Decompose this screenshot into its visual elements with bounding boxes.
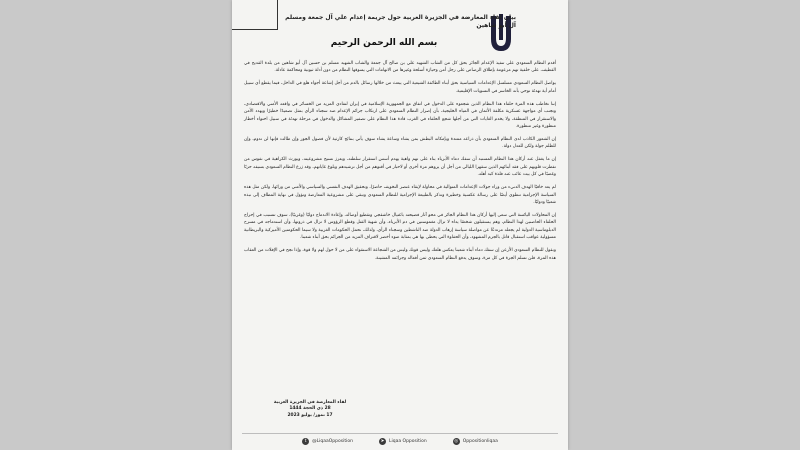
body-paragraph: إننا نخاطب هذه المرة حلفاء هذا النظام الذين شجعوه على الدخول في اتفاق مع الجمهورية الإسلامية في إيران لتفادي المزيد من الخسائر في واقعه الأمني والاقتصادي، وتجنب أي مواجهة عسكرية مكلفة الأثمان في المياه الخليجية، بأن إصرار النظام السعودي على ارتكاب جرائم الإعدام ضد سجناء الرأي بمثل تصعيدًا خطيرًا ويهدد الأمن والاستقرار في المنطقة، ولا يخدم الغايات التي من أجلها شجع الحلفاء في الغرب قادة هذا النظام على تصفير المشاكل والدخول في مرحلة تهدئة في سبيل احتواء أخطار منظورة وغير منظورة. — [244, 101, 556, 130]
signature-gregorian-date: 17 تموز/ يوليو 2023 — [287, 412, 333, 418]
footer-social — [244, 436, 556, 446]
telegram-icon: ➤ — [380, 438, 385, 444]
twitter-icon: t — [302, 438, 309, 445]
body-paragraph: ونقول للنظام السعودي الأرعن إن سفك دماء أبناء شعبنا يعكس هلعك وليس قوتك وليس من الشجاعة الاستقواء على من لا حول لهم ولا قوة، وإذا نجح في الإفلات من العقاب هذه المرة، فلن تسلم الجرة في كل مرة، وسوف يدفع النظام السعودي ثمن أفعاله وجرائمه المشينة. — [244, 248, 556, 261]
footer-telegram — [379, 438, 427, 445]
body-paragraph: يواصل النظام السعودي مسلسل الإعدامات السياسية بحق أبناء الطائفة الشيعية التي يبعث من خلالها رسائل بالدم من أجل إشاعة أجواء هلع في الداخل، فيما يقطع أي سبيل أمام أية تهدئة توحي بأنه الخاسر في التسويات الإقليمية. — [244, 81, 556, 94]
statement-title: بيان لقاء المعارضة في الجزيرة العربية حول جريمة إعدام علي آل جمعة ومسلم آل أبو شاهين — [285, 14, 516, 29]
body-paragraph: أقدم النظام السعودي على تنفيذ الإعدام الجائر بحق كل من الشاب الشهيد علي بن صالح آل جمعة والشاب الشهيد مسلم بن حسين آل أبو شاهين من بلدة القديح في القطيف، على خلفية تهم مزعومة بإطلاق الرصاص على رجل أمن وحيازة أسلحة وغيرها من الاتهامات التي يسوقها النظام من دون أدلة ثبوتية ومحاكمة عادلة. — [244, 61, 556, 74]
signature-block — [250, 400, 370, 419]
header-corner-box — [232, 0, 278, 30]
body-paragraph: إن الشعور الكاذب لدى النظام السعودي بأن ذراعه ممتدة وبإمكانه البطش بمن يشاء وساعة يشاء سوف يأتي بنتائج كارثية لأن فصول الجور وإن طالت فإنها لن تدوم، وإن للظلم جولة ولكن للعدل دولة. — [244, 137, 556, 150]
instagram-handle: Oppositionliqaa — [462, 438, 498, 444]
signature-org: لقاء المعارضة في الجزيرة العربية — [273, 400, 347, 405]
statement-body — [244, 60, 556, 416]
footer-instagram — [453, 438, 498, 445]
document-page — [232, 0, 568, 450]
basmala-heading: بسم الله الرحمن الرحيم — [330, 38, 438, 48]
telegram-handle: Liqaa Opposition — [388, 438, 427, 444]
instagram-icon: ◎ — [454, 438, 459, 444]
twitter-handle: @LiqaaOpposition — [312, 438, 353, 444]
footer-twitter — [302, 438, 353, 445]
body-paragraph: لم يعد خافيًا الهدف الدنيء من وراء جولات الإعدامات المتوالية في محاولة لإبقاء عنصر التخويف حاضرًا، وتحقيق الهدف النفسي والسياسي والأمني من ورائها، ولكن مثل هذه السياسة الإجرامية تنطوي أيضًا على رسالة عكسية وخطيرة وتذكر بالطبيعة الإجرامية للنظام السعودي وتبقي على مشروعية المعارضة وتؤول في نهاية المطاف إلى نبذه شعبيًا ودوليًا. — [244, 185, 556, 206]
body-paragraph: إن المحاولات اليائسة التي سعى إليها أركان هذا النظام الجائر في محو آثار فضيحته باغتيال خاشقجي وتقطيع أوصاله، وإعادة الاندماج دوليًا (وغربيًا)، سوف تتسبب في إحراج الحلفاء الحاضنين لهذا النظام، وهم يستقبلون شخصًا يداه لا تزال مغموستين في دم الأبرياء، وأن شهية القتل وقطع الرؤوس لا تزال في ذروتها، وأن استدماجه في مسرح الدبلوماسية الدولية لم يجعله مرتدعًا عن مواصلة سياسة إرهاب الدولة ضد الناشطين وسجناء الرأي، ولذلك، نحمل الحكومات الغربية ولا سيما الحكومتين الأميركية والبريطانية مسؤولية عواقب استقبال قاتل بالجرم المشهود، وأن الحفاوة التي يحظى بها هي بمثابة ضوء أخضر لاقتراف المزيد من الجرائم بحق أبناء شعبنا. — [244, 213, 556, 241]
footer-divider — [242, 433, 558, 434]
signature-hijri-date: 28 ذي الحجة 1444 — [289, 406, 331, 412]
body-paragraph: إن ما يغفل عنه أركان هذا النظام المستبد أن سفك دماء الأبرياء بناء على تهم واهية يهدم أسس استقرار سلطته، ويعزز نسيج مشروعيته، ويورث الكراهية في نفوس من تفطرت قلوبهم على فقد أبنائهم الذين سقهرا الليالي من أجل أن يروهم مرة أخرى أو لاحبار في أقتوهم من أجل ترشيدهم وبلوغ غاياتهم، وقد زرع النظام السعودي بسيفه حزنًا وغضبًا في كل بيت عائب عنه فلذة كبد أهله. — [244, 157, 556, 178]
